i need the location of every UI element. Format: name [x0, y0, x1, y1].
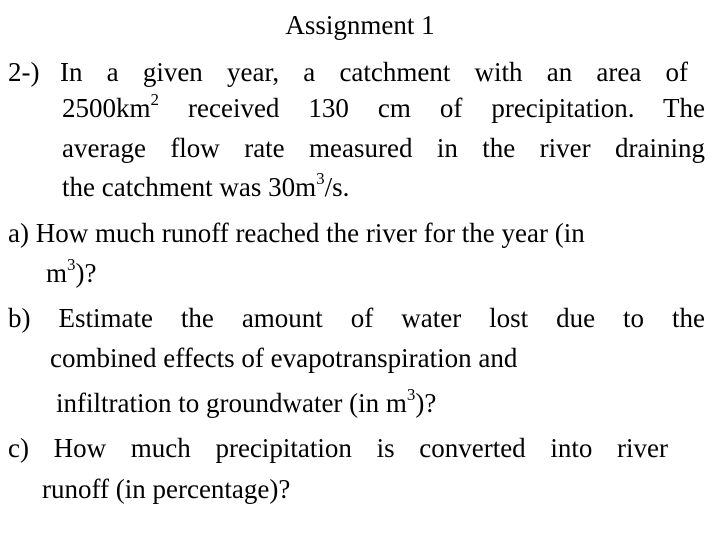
problem-line-4: [62, 170, 349, 204]
question-a-line-2: [46, 256, 97, 290]
problem-number: 2-): [8, 57, 40, 87]
question-b-end: )?: [415, 388, 437, 418]
question-b-line-1: b) Estimate the amount of water lost due to the: [8, 303, 705, 333]
question-a-end: )?: [75, 258, 97, 288]
question-b-text: infiltration to groundwater (in m: [56, 388, 407, 418]
problem-flow-value: the catchment was 30m: [62, 172, 317, 202]
problem-area-value: 2500km: [62, 93, 151, 123]
question-a-line-1: a) How much runoff reached the river for the year (in: [8, 218, 585, 248]
problem-line-1: In a given year, a catchment with an area of: [60, 57, 688, 87]
question-b-line-2: combined effects of evapotranspiration and: [50, 343, 518, 373]
question-a-superscript: 3: [67, 255, 76, 274]
problem-line-3: average flow rate measured in the river draining: [62, 133, 705, 163]
problem-flow-unit: /s.: [324, 172, 350, 202]
problem-area-superscript: 2: [150, 90, 160, 109]
question-a-unit: m: [46, 258, 68, 288]
page-title: Assignment 1: [285, 10, 435, 40]
question-c-line-2: runoff (in percentage)?: [42, 474, 291, 504]
problem-flow-superscript: 3: [316, 169, 325, 188]
problem-line-2: [62, 91, 705, 125]
question-b-superscript: 3: [406, 385, 416, 404]
problem-precipitation-text: received 130 cm of precipitation. The: [159, 93, 705, 123]
question-b-line-3: [56, 386, 436, 420]
question-c-line-1: c) How much precipitation is converted into river: [8, 433, 668, 463]
